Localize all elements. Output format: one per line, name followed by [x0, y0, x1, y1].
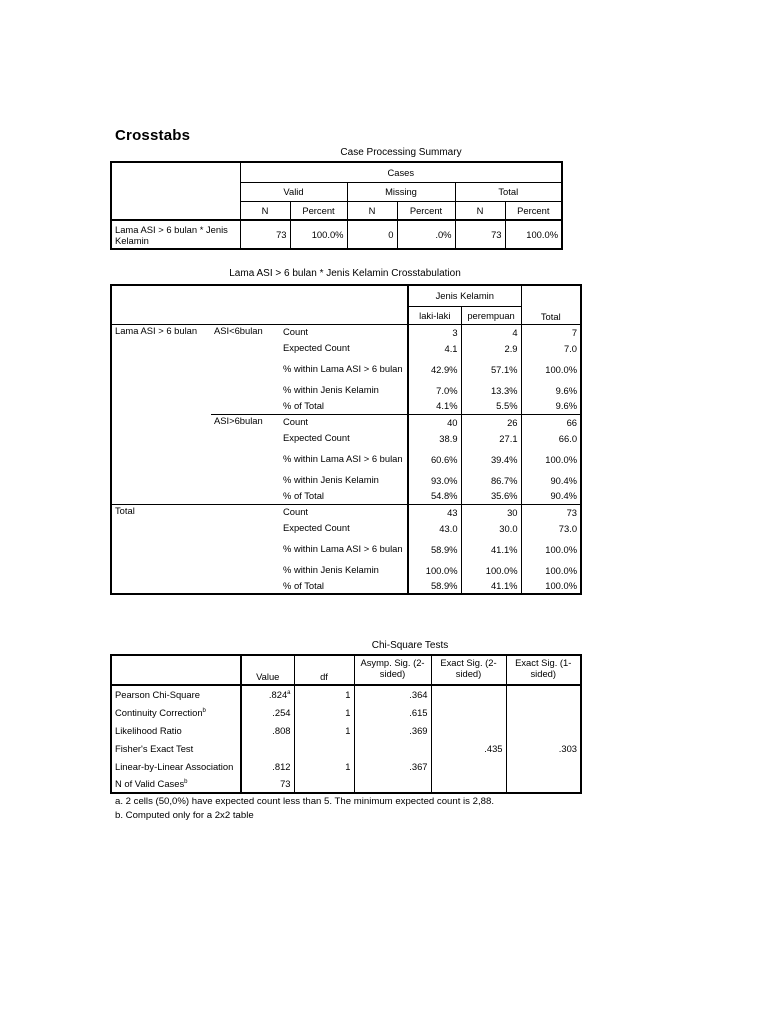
crosstab-col-header: perempuan: [461, 306, 521, 324]
chisq-cell: 1: [345, 689, 351, 700]
summary-value: .0%: [397, 220, 455, 249]
chisq-row-label: Pearson Chi-Square: [115, 689, 200, 700]
crosstab-stat-label: % of Total: [280, 578, 408, 594]
crosstab-stat-label: Count: [280, 504, 408, 520]
crosstab-cell: 9.6%: [555, 384, 578, 396]
crosstab-cell: 100.0%: [545, 580, 578, 591]
crosstab-stat-label: % within Lama ASI > 6 bulan: [280, 536, 408, 562]
chi-square-table: [110, 654, 582, 794]
crosstab-cell: 41.1%: [461, 536, 521, 562]
summary-cases-header: Cases: [240, 162, 562, 182]
crosstab-cell: 35.6%: [461, 488, 521, 504]
summary-value: 73: [240, 220, 290, 249]
chisq-cell: 1: [345, 760, 351, 772]
crosstab-corner-cell: [111, 285, 408, 324]
crosstab-cell: 9.6%: [555, 400, 578, 412]
crosstab-cell: 100.0%: [545, 564, 578, 576]
crosstab-stat-label: % within Jenis Kelamin: [280, 382, 408, 398]
case-processing-summary-table: [110, 161, 563, 250]
chisq-cell: .824: [268, 689, 288, 700]
crosstab-total-header: Total: [540, 310, 561, 322]
summary-value: 0: [347, 220, 397, 249]
crosstab-stat-label: % of Total: [280, 488, 408, 504]
chisq-cell: .435: [484, 742, 503, 754]
chisq-cell: 73: [280, 778, 291, 789]
crosstab-cell: 38.9: [408, 430, 461, 446]
crosstab-cell: 57.1%: [461, 356, 521, 382]
chisq-row: [111, 739, 581, 757]
footnote-marker: a: [287, 689, 291, 696]
crosstab-cell: 27.1: [461, 430, 521, 446]
chisq-row: [111, 721, 581, 739]
crosstab-cell: 40: [408, 414, 461, 430]
summary-subheader: N: [455, 201, 505, 220]
chisq-cell: .615: [409, 706, 428, 718]
crosstab-cell: 100.0%: [545, 543, 578, 555]
crosstab-cell: 86.7%: [461, 472, 521, 488]
chisq-row: [111, 757, 581, 775]
chisq-row: [111, 703, 581, 721]
crosstab-cell: 39.4%: [461, 446, 521, 472]
crosstab-col-group: Jenis Kelamin: [408, 285, 521, 306]
crosstab-caption: Lama ASI > 6 bulan * Jenis Kelamin Crosstabulation: [229, 268, 461, 279]
crosstab-cell: 58.9%: [408, 578, 461, 594]
chisq-cell: .254: [272, 706, 291, 718]
summary-caption: Case Processing Summary: [340, 147, 462, 158]
summary-value: 73: [455, 220, 505, 249]
footnote-marker: b: [184, 778, 188, 785]
crosstab-cell: 43.0: [408, 520, 461, 536]
chisq-header-exact1: Exact Sig. (1-sided): [515, 657, 572, 679]
chisq-header-value: Value: [241, 655, 294, 685]
page-title: Crosstabs: [115, 127, 191, 144]
crosstab-row: [111, 324, 581, 340]
crosstab-row-var: Lama ASI > 6 bulan: [111, 324, 211, 504]
crosstab-stat-label: Expected Count: [280, 340, 408, 356]
crosstab-cell: 42.9%: [408, 356, 461, 382]
chisq-row: [111, 685, 581, 703]
crosstab-stat-label: Count: [280, 414, 408, 430]
crosstab-row: [111, 504, 581, 520]
crosstab-cell: 73: [521, 504, 581, 520]
crosstab-cell: 60.6%: [408, 446, 461, 472]
footnote-marker: b: [202, 707, 206, 714]
crosstab-cell: 13.3%: [461, 382, 521, 398]
crosstab-cell: 93.0%: [408, 472, 461, 488]
crosstab-cell: 100.0%: [408, 562, 461, 578]
chisq-cell: 1: [345, 724, 351, 736]
crosstab-cell: 41.1%: [461, 578, 521, 594]
crosstab-cell: 73.0: [558, 522, 578, 534]
crosstab-cell: 7: [521, 324, 581, 340]
crosstab-cell: 100.0%: [545, 363, 578, 375]
crosstab-cell: 26: [461, 414, 521, 430]
crosstab-cell: 30: [461, 504, 521, 520]
crosstab-row-label: ASI<6bulan: [211, 324, 280, 414]
crosstab-stat-label: % within Jenis Kelamin: [280, 562, 408, 578]
chisq-row: [111, 775, 581, 793]
summary-subheader: Percent: [397, 201, 455, 220]
chisq-footnote-a: a. 2 cells (50,0%) have expected count less than 5. The minimum expected count is 2,88.: [115, 796, 494, 807]
crosstab-stat-label: % of Total: [280, 398, 408, 414]
chisq-cell: .812: [272, 760, 291, 772]
crosstab-cell: 90.4%: [550, 490, 578, 502]
crosstab-cell: 7.0: [563, 342, 578, 354]
crosstab-cell: 4: [461, 324, 521, 340]
chisq-row-label: Continuity Correction: [115, 706, 203, 718]
crosstab-cell: 3: [408, 324, 461, 340]
summary-group-total: Total: [455, 182, 562, 201]
crosstab-cell: 100.0%: [545, 453, 578, 465]
chisq-caption: Chi-Square Tests: [371, 640, 449, 651]
chisq-cell: .367: [409, 760, 428, 772]
summary-subheader: Percent: [505, 201, 562, 220]
chisq-corner-cell: [111, 655, 241, 685]
chisq-cell: .364: [409, 689, 428, 700]
crosstab-col-header: laki-laki: [408, 306, 461, 324]
crosstab-table: [110, 284, 582, 595]
chisq-footnote-b: b. Computed only for a 2x2 table: [115, 810, 254, 821]
summary-corner-cell: [111, 162, 240, 220]
crosstab-stat-label: Expected Count: [280, 520, 408, 536]
crosstab-stat-label: % within Lama ASI > 6 bulan: [280, 446, 408, 472]
chisq-row-label: Likelihood Ratio: [115, 724, 182, 736]
crosstab-cell: 54.8%: [408, 488, 461, 504]
crosstab-cell: 90.4%: [550, 474, 578, 486]
summary-group-valid: Valid: [240, 182, 347, 201]
chisq-cell: 1: [345, 706, 351, 718]
crosstab-cell: 5.5%: [461, 398, 521, 414]
chisq-cell: .369: [409, 724, 428, 736]
chisq-row-label: Fisher's Exact Test: [115, 742, 194, 754]
summary-value: 100.0%: [290, 220, 347, 249]
crosstab-cell: 66: [521, 414, 581, 430]
summary-subheader: N: [240, 201, 290, 220]
crosstab-cell: 100.0%: [461, 562, 521, 578]
crosstab-cell: 58.9%: [408, 536, 461, 562]
chisq-header-exact2: Exact Sig. (2-sided): [431, 655, 506, 685]
summary-subheader: Percent: [290, 201, 347, 220]
crosstab-row-label: ASI>6bulan: [211, 414, 280, 504]
chisq-row-label: N of Valid Cases: [115, 778, 185, 789]
crosstab-cell: 7.0%: [408, 382, 461, 398]
summary-row-label: Lama ASI > 6 bulan * Jenis Kelamin: [111, 220, 240, 249]
crosstab-cell: 30.0: [461, 520, 521, 536]
crosstab-stat-label: % within Jenis Kelamin: [280, 472, 408, 488]
crosstab-stat-label: Expected Count: [280, 430, 408, 446]
chisq-cell: .808: [272, 724, 291, 736]
crosstab-cell: 43: [408, 504, 461, 520]
chisq-header-asymp: Asymp. Sig. (2-sided): [354, 655, 431, 685]
crosstab-cell: 2.9: [461, 340, 521, 356]
chisq-row-label: Linear-by-Linear Association: [115, 760, 234, 772]
chisq-cell: .303: [558, 742, 577, 754]
summary-subheader: N: [347, 201, 397, 220]
crosstab-cell: 66.0: [558, 432, 578, 444]
summary-value: 100.0%: [505, 220, 562, 249]
crosstab-cell: 4.1: [408, 340, 461, 356]
summary-group-missing: Missing: [347, 182, 455, 201]
crosstab-stat-label: % within Lama ASI > 6 bulan: [280, 356, 408, 382]
chisq-header-df: df: [294, 655, 354, 685]
crosstab-cell: 4.1%: [408, 398, 461, 414]
crosstab-row-label: Total: [111, 504, 280, 594]
crosstab-stat-label: Count: [280, 324, 408, 340]
